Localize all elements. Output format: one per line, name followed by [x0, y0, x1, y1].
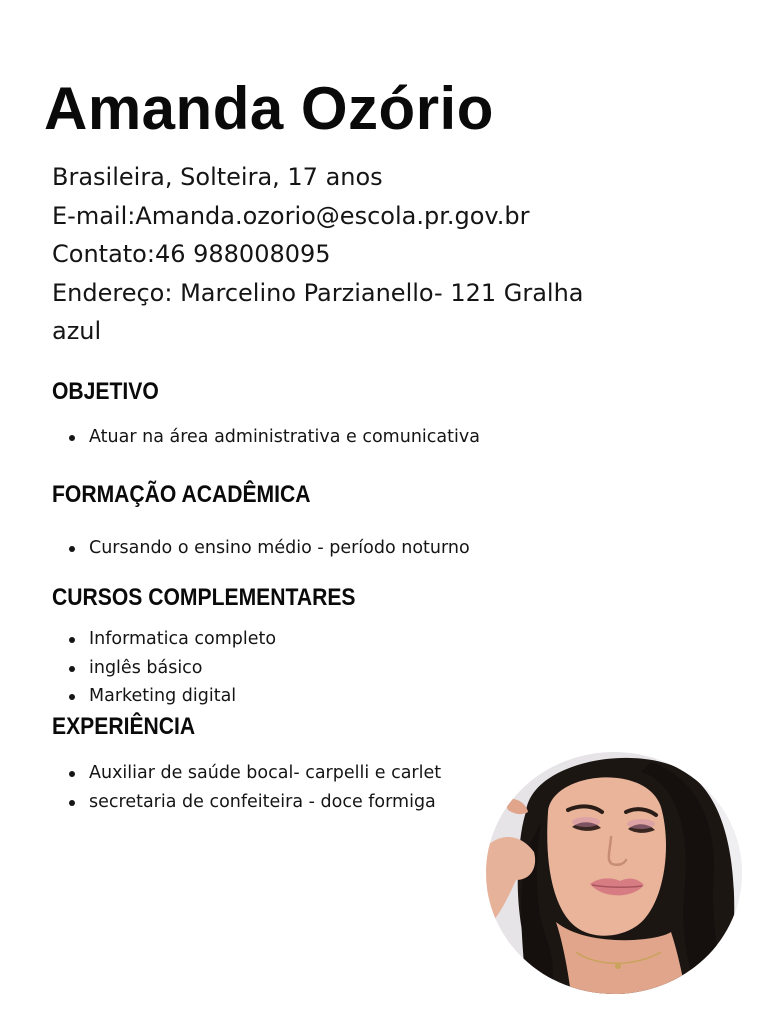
- section-title-objetivo: OBJETIVO: [52, 378, 159, 405]
- list-item: Informatica completo: [68, 625, 276, 654]
- personal-info: Brasileira, Solteira, 17 anos: [52, 163, 383, 191]
- list-item: Marketing digital: [68, 682, 276, 711]
- section-title-cursos: CURSOS COMPLEMENTARES: [52, 584, 356, 611]
- candidate-name: Amanda Ozório: [44, 75, 494, 142]
- section-title-experiencia: EXPERIÊNCIA: [52, 713, 196, 740]
- list-item: Atuar na área administrativa e comunicativa: [68, 423, 480, 452]
- cursos-list: [68, 625, 276, 711]
- list-item: Cursando o ensino médio - período noturno: [68, 534, 470, 563]
- contact-info: [52, 158, 642, 351]
- list-item: inglês básico: [68, 654, 276, 683]
- section-title-formacao: FORMAÇÃO ACADÊMICA: [52, 481, 311, 508]
- address-text-line2: azul: [52, 317, 102, 345]
- email-text: E-mail:Amanda.ozorio@escola.pr.gov.br: [52, 201, 530, 230]
- address-text-line1: Endereço: Marcelino Parzianello- 121 Gralha: [52, 278, 584, 307]
- list-item: Auxiliar de saúde bocal- carpelli e carlet: [68, 759, 441, 788]
- phone-text: Contato:46 988008095: [52, 240, 331, 268]
- list-item: secretaria de confeiteira - doce formiga: [68, 788, 441, 817]
- experiencia-list: [68, 759, 441, 816]
- portrait-illustration: [486, 752, 742, 994]
- formacao-list: [68, 534, 470, 563]
- profile-photo: [486, 752, 742, 994]
- objetivo-list: [68, 423, 480, 452]
